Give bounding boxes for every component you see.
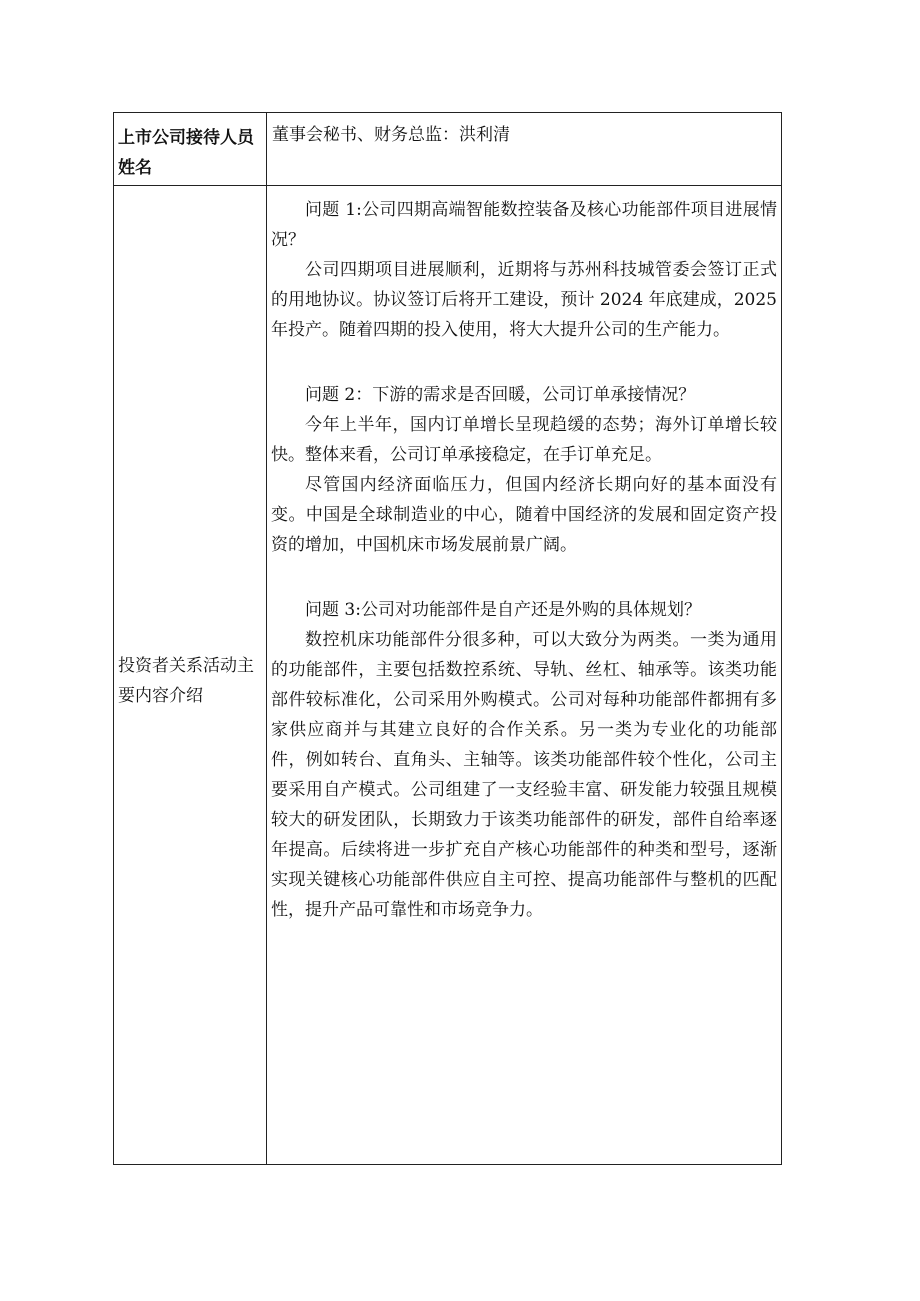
reception-staff-value: 董事会秘书、财务总监：洪利清: [272, 125, 510, 145]
answer-1-paragraph-1: 公司四期项目进展顺利，近期将与苏州科技城管委会签订正式的用地协议。协议签订后将开工建设，预计 2024 年底建成，2025 年投产。随着四期的投入使用，将大大提升公司的生产能力。: [271, 260, 777, 340]
paragraph-spacer: [271, 345, 777, 380]
question-2: 问题 2：下游的需求是否回暖，公司订单承接情况？: [305, 385, 696, 405]
table-row-reception-staff: [114, 113, 781, 186]
answer-2-paragraph-2: 尽管国内经济面临压力，但国内经济长期向好的基本面没有变。中国是全球制造业的中心，随着中国经济的发展和固定资产投资的增加，中国机床市场发展前景广阔。: [271, 475, 777, 555]
question-3: 问题 3:公司对功能部件是自产还是外购的具体规划？: [305, 600, 701, 620]
answer-2-paragraph-1: 今年上半年，国内订单增长呈现趋缓的态势；海外订单增长较快。整体来看，公司订单承接稳定，在手订单充足。: [271, 415, 777, 465]
paragraph-spacer: [271, 560, 777, 595]
question-1: 问题 1:公司四期高端智能数控装备及核心功能部件项目进展情况？: [271, 200, 777, 250]
reception-staff-label: 上市公司接待人员姓名: [118, 128, 254, 178]
answer-3-paragraph-1: 数控机床功能部件分很多种，可以大致分为两类。一类为通用的功能部件，主要包括数控系统、导轨、丝杠、轴承等。该类功能部件较标准化，公司采用外购模式。公司对每种功能部件都拥有多家供应商并与其建立良好的合作关系。另一类为专业化的功能部件，例如转台、直角头、主轴等。该类功能部件较个性化，公司主要采用自产模式。公司组建了一支经验丰富、研发能力较强且规模较大的研发团队，长期致力于该类功能部件的研发，部件自给率逐年提高。后续将进一步扩充自产核心功能部件的种类和型号，逐渐实现关键核心功能部件供应自主可控、提高功能部件与整机的匹配性，提升产品可靠性和市场竞争力。: [271, 630, 777, 920]
activity-content: [271, 195, 777, 925]
activity-content-label: 投资者关系活动主要内容介绍: [118, 656, 254, 706]
column-divider: [266, 113, 267, 1164]
document-table: [113, 112, 782, 1165]
